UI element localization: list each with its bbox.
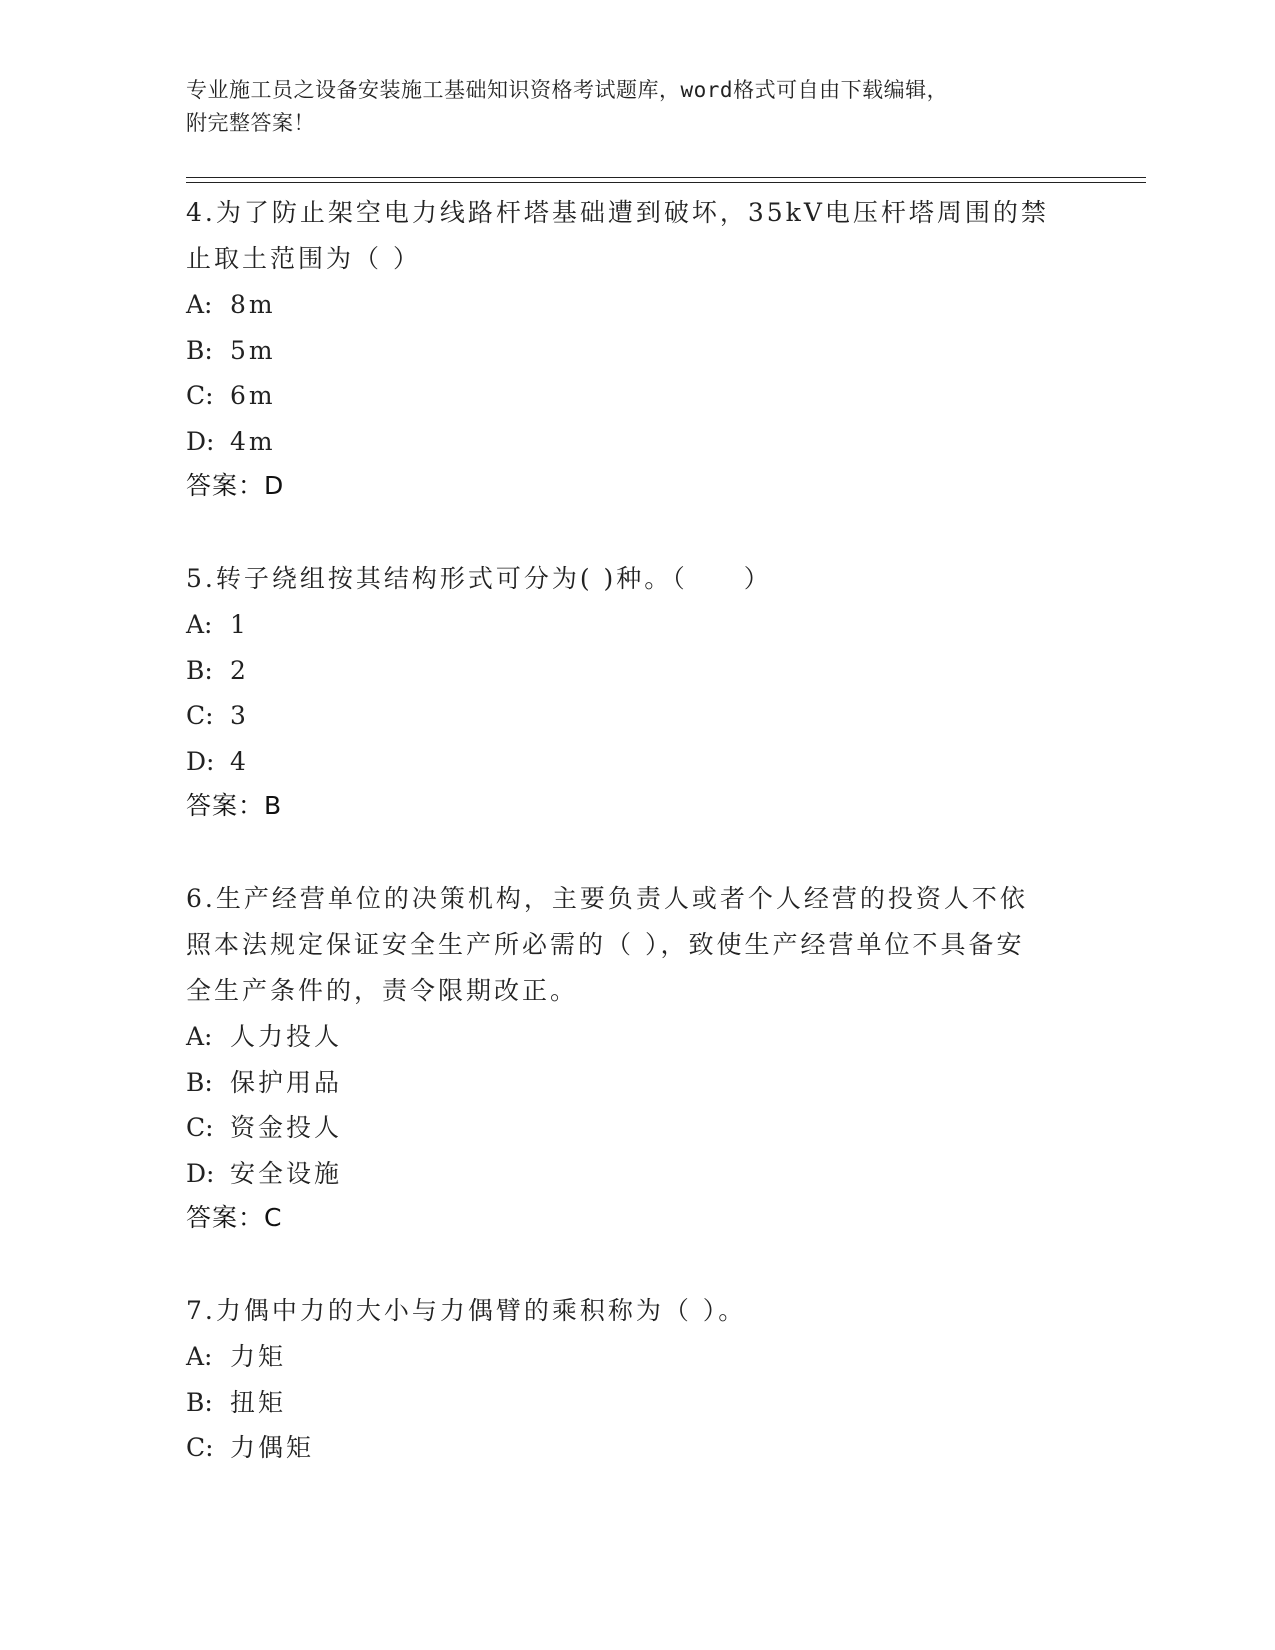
question-spacer [186,828,1086,876]
option-letter: A: [186,1342,213,1371]
option-b [186,1380,1086,1426]
option-text: 力偶矩 [230,1433,315,1462]
option-text: 4m [230,426,276,456]
option-letter: A: [186,610,213,639]
option-letter: B: [186,1387,213,1417]
option-d [186,1151,1086,1197]
option-text: 3 [230,701,249,730]
option-letter: D: [186,746,215,776]
option-text: 2 [230,655,249,685]
question-text-line: 5.转子绕组按其结构形式可分为( )种。（ ） [186,564,772,593]
option-c [186,693,1086,739]
option-text: 安全设施 [230,1158,343,1188]
option-letter: B: [186,1067,213,1097]
question-list [186,190,1086,1471]
option-letter: A: [186,290,213,319]
option-text: 保护用品 [230,1067,343,1097]
option-letter: D: [186,426,215,456]
question-text-line: 全生产条件的，责令限期改正。 [186,976,579,1005]
question-text-line: 6.生产经营单位的决策机构，主要负责人或者个人经营的投资人不依 [186,884,1028,913]
option-c [186,373,1086,419]
option-text: 资金投人 [230,1113,343,1142]
option-letter: A: [186,1022,213,1051]
answer-line: 答案：D [186,471,285,500]
option-d [186,739,1086,785]
header-line-2: 附完整答案！ [186,111,315,135]
option-letter: C: [186,1113,214,1142]
question-spacer [186,508,1086,556]
option-text: 5m [230,335,276,365]
document-header [186,74,1086,140]
answer-line: 答案：C [186,1203,283,1232]
question-text-line: 照本法规定保证安全生产所必需的（ ），致使生产经营单位不具备安 [186,930,1025,959]
option-text: 4 [230,746,249,776]
option-b [186,328,1086,374]
option-text: 8m [230,290,276,319]
question-5 [186,556,1086,828]
option-c [186,1105,1086,1151]
option-letter: B: [186,335,213,365]
question-text-line: 4.为了防止架空电力线路杆塔基础遭到破坏，35kV电压杆塔周围的禁 [186,198,1049,227]
option-d [186,419,1086,465]
option-c [186,1425,1086,1471]
option-a [186,282,1086,328]
option-text: 扭矩 [230,1387,287,1417]
option-a [186,602,1086,648]
option-letter: C: [186,1433,214,1462]
question-spacer [186,1240,1086,1288]
option-text: 人力投人 [230,1022,343,1051]
option-b [186,648,1086,694]
option-text: 1 [230,610,249,639]
header-divider-top [186,177,1146,178]
option-letter: C: [186,381,214,410]
answer-line: 答案：B [186,791,283,820]
question-6 [186,876,1086,1240]
option-letter: C: [186,701,214,730]
question-text-line: 7.力偶中力的大小与力偶臂的乘积称为（ ）。 [186,1296,747,1325]
option-text: 6m [230,381,276,410]
question-4 [186,190,1086,508]
question-7 [186,1288,1086,1471]
option-a [186,1014,1086,1060]
header-line-1: 专业施工员之设备安装施工基础知识资格考试题库，word格式可自由下载编辑， [186,78,949,102]
option-b [186,1060,1086,1106]
option-text: 力矩 [230,1342,287,1371]
option-a [186,1334,1086,1380]
question-text-line: 止取土范围为（ ） [186,244,421,273]
option-letter: B: [186,655,213,685]
option-letter: D: [186,1158,215,1188]
header-divider-bottom [186,182,1146,183]
